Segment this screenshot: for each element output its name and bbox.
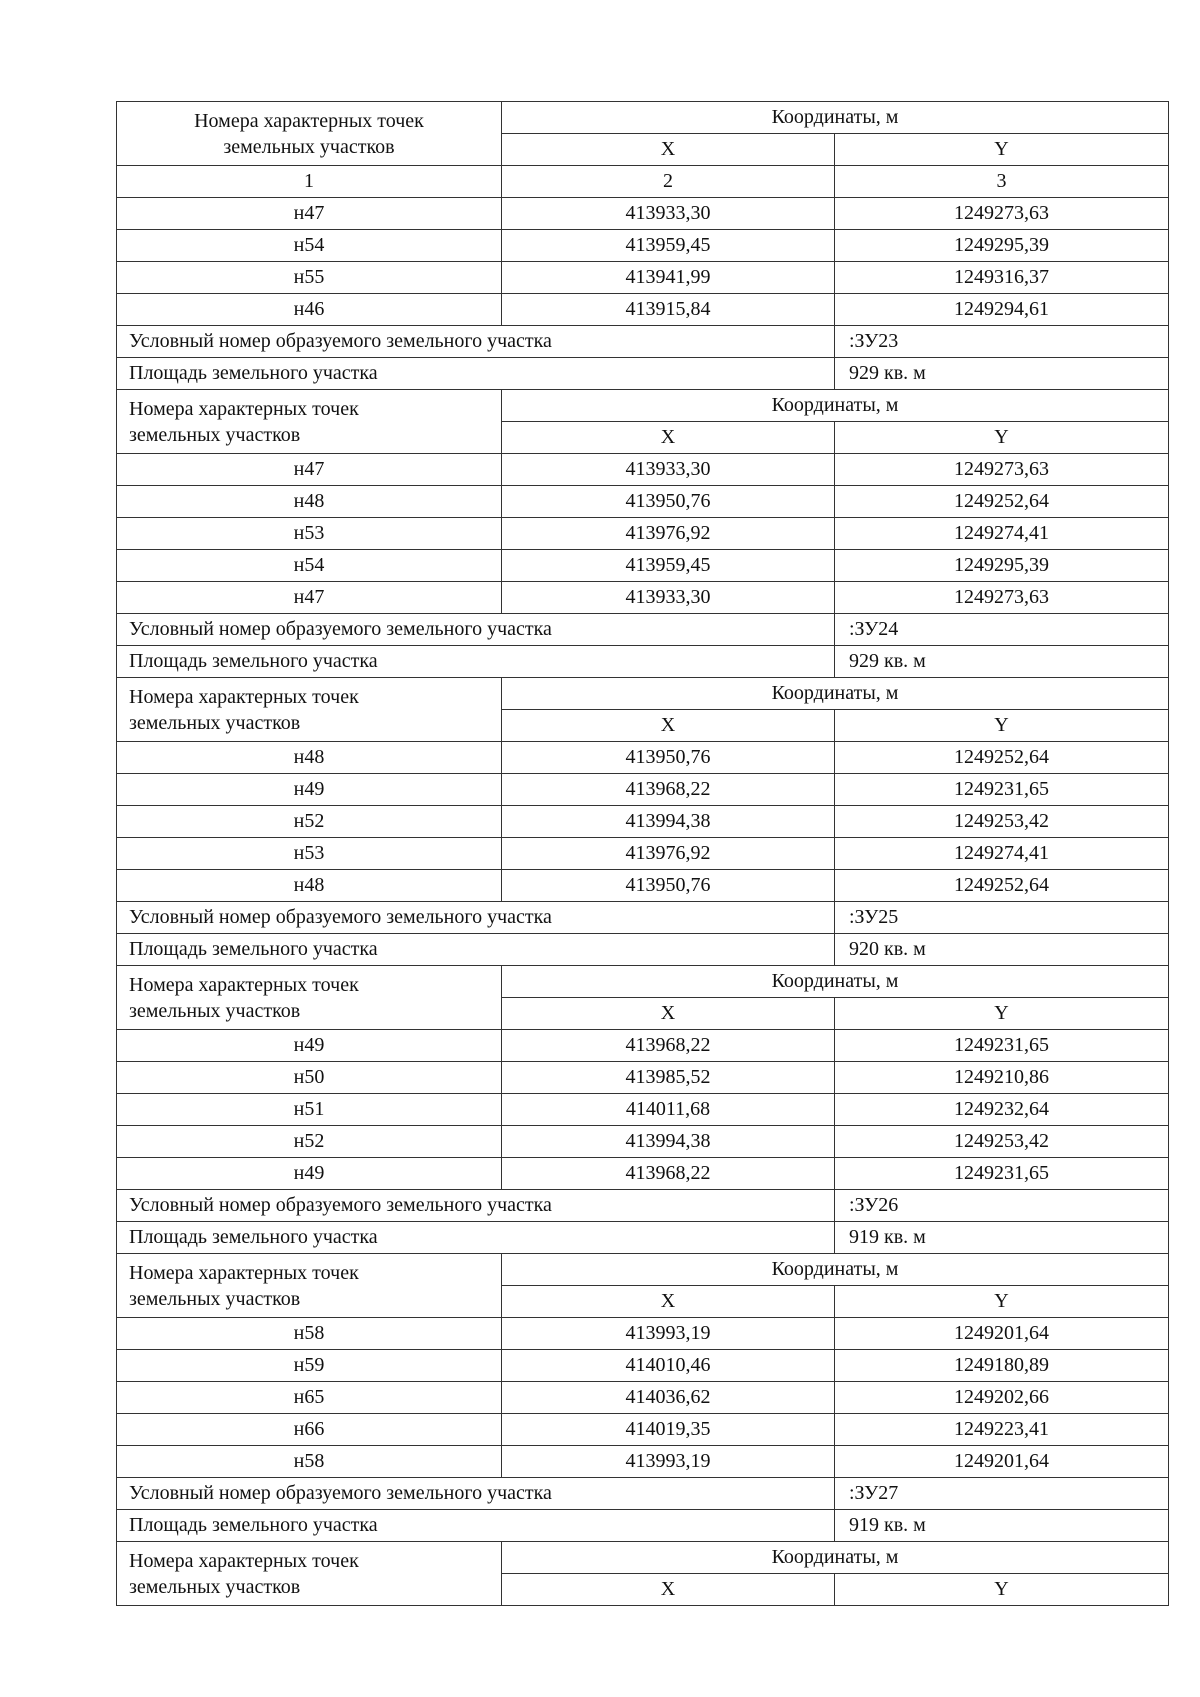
point-id: н48 bbox=[117, 870, 502, 902]
conditional-number-label: Условный номер образуемого земельного участка bbox=[117, 1478, 835, 1510]
x-value: 413959,45 bbox=[502, 550, 835, 582]
point-id: н47 bbox=[117, 198, 502, 230]
points-header-line1: Номера характерных точек bbox=[129, 1261, 359, 1284]
area-row bbox=[117, 1510, 1169, 1542]
conditional-number-label: Условный номер образуемого земельного участка bbox=[117, 902, 835, 934]
points-header bbox=[117, 390, 502, 454]
y-value: 1249252,64 bbox=[835, 870, 1169, 902]
x-value: 413976,92 bbox=[502, 518, 835, 550]
conditional-number-row bbox=[117, 902, 1169, 934]
y-value: 1249273,63 bbox=[835, 582, 1169, 614]
x-value: 413968,22 bbox=[502, 1030, 835, 1062]
y-value: 1249295,39 bbox=[835, 230, 1169, 262]
conditional-number-label: Условный номер образуемого земельного участка bbox=[117, 1190, 835, 1222]
points-header-line1: Номера характерных точек bbox=[129, 685, 359, 708]
x-header: X bbox=[502, 1286, 835, 1318]
table-row bbox=[117, 486, 1169, 518]
y-value: 1249201,64 bbox=[835, 1446, 1169, 1478]
y-value: 1249180,89 bbox=[835, 1350, 1169, 1382]
table-header-row bbox=[117, 390, 1169, 422]
x-value: 413994,38 bbox=[502, 1126, 835, 1158]
point-id: н53 bbox=[117, 838, 502, 870]
y-value: 1249273,63 bbox=[835, 454, 1169, 486]
x-value: 413993,19 bbox=[502, 1318, 835, 1350]
table-header-row bbox=[117, 102, 1169, 134]
y-value: 1249295,39 bbox=[835, 550, 1169, 582]
table-header-row bbox=[117, 678, 1169, 710]
x-value: 413915,84 bbox=[502, 294, 835, 326]
y-value: 1249252,64 bbox=[835, 486, 1169, 518]
y-header: Y bbox=[835, 1286, 1169, 1318]
x-header: X bbox=[502, 1574, 835, 1606]
area-label: Площадь земельного участка bbox=[117, 1510, 835, 1542]
area-label: Площадь земельного участка bbox=[117, 934, 835, 966]
y-header: Y bbox=[835, 998, 1169, 1030]
area-row bbox=[117, 358, 1169, 390]
points-header bbox=[117, 678, 502, 742]
table-row bbox=[117, 1318, 1169, 1350]
table-row bbox=[117, 582, 1169, 614]
conditional-number-value: :ЗУ25 bbox=[835, 902, 1169, 934]
point-id: н49 bbox=[117, 774, 502, 806]
y-header: Y bbox=[835, 134, 1169, 166]
y-value: 1249231,65 bbox=[835, 1030, 1169, 1062]
x-value: 413968,22 bbox=[502, 1158, 835, 1190]
coords-header: Координаты, м bbox=[502, 102, 1169, 134]
table-row bbox=[117, 198, 1169, 230]
conditional-number-value: :ЗУ26 bbox=[835, 1190, 1169, 1222]
table-row bbox=[117, 1094, 1169, 1126]
conditional-number-label: Условный номер образуемого земельного участка bbox=[117, 614, 835, 646]
conditional-number-value: :ЗУ24 bbox=[835, 614, 1169, 646]
table-row bbox=[117, 870, 1169, 902]
y-value: 1249253,42 bbox=[835, 806, 1169, 838]
column-number-1: 1 bbox=[117, 166, 502, 198]
point-id: н54 bbox=[117, 550, 502, 582]
points-header-line1: Номера характерных точек bbox=[129, 1549, 359, 1572]
area-row bbox=[117, 934, 1169, 966]
x-value: 413933,30 bbox=[502, 454, 835, 486]
points-header-line2: земельных участков bbox=[129, 1287, 301, 1310]
y-value: 1249201,64 bbox=[835, 1318, 1169, 1350]
area-value: 920 кв. м bbox=[835, 934, 1169, 966]
points-header-line1: Номера характерных точек bbox=[194, 109, 424, 132]
points-header-line2: земельных участков bbox=[129, 423, 301, 446]
x-value: 413985,52 bbox=[502, 1062, 835, 1094]
y-value: 1249316,37 bbox=[835, 262, 1169, 294]
x-value: 413950,76 bbox=[502, 742, 835, 774]
y-value: 1249274,41 bbox=[835, 518, 1169, 550]
points-header bbox=[117, 1542, 502, 1606]
x-value: 414010,46 bbox=[502, 1350, 835, 1382]
x-value: 413933,30 bbox=[502, 198, 835, 230]
x-value: 413941,99 bbox=[502, 262, 835, 294]
y-value: 1249231,65 bbox=[835, 1158, 1169, 1190]
table-row bbox=[117, 1382, 1169, 1414]
conditional-number-row bbox=[117, 614, 1169, 646]
y-value: 1249273,63 bbox=[835, 198, 1169, 230]
x-value: 413950,76 bbox=[502, 486, 835, 518]
x-header: X bbox=[502, 422, 835, 454]
point-id: н52 bbox=[117, 1126, 502, 1158]
column-numbers-row bbox=[117, 166, 1169, 198]
coords-header: Координаты, м bbox=[502, 678, 1169, 710]
x-value: 414019,35 bbox=[502, 1414, 835, 1446]
y-value: 1249210,86 bbox=[835, 1062, 1169, 1094]
point-id: н51 bbox=[117, 1094, 502, 1126]
points-header-line1: Номера характерных точек bbox=[129, 973, 359, 996]
conditional-number-value: :ЗУ23 bbox=[835, 326, 1169, 358]
table-row bbox=[117, 1126, 1169, 1158]
points-header bbox=[117, 102, 502, 166]
x-value: 414036,62 bbox=[502, 1382, 835, 1414]
table-row bbox=[117, 230, 1169, 262]
table-row bbox=[117, 774, 1169, 806]
coords-header: Координаты, м bbox=[502, 966, 1169, 998]
point-id: н48 bbox=[117, 486, 502, 518]
x-value: 413959,45 bbox=[502, 230, 835, 262]
points-header-line2: земельных участков bbox=[129, 1575, 301, 1598]
point-id: н54 bbox=[117, 230, 502, 262]
x-value: 414011,68 bbox=[502, 1094, 835, 1126]
y-value: 1249294,61 bbox=[835, 294, 1169, 326]
y-value: 1249252,64 bbox=[835, 742, 1169, 774]
x-value: 413968,22 bbox=[502, 774, 835, 806]
points-header-line2: земельных участков bbox=[223, 135, 395, 158]
table-row bbox=[117, 518, 1169, 550]
coordinates-table-body bbox=[117, 102, 1169, 1606]
y-value: 1249274,41 bbox=[835, 838, 1169, 870]
area-label: Площадь земельного участка bbox=[117, 646, 835, 678]
table-row bbox=[117, 1158, 1169, 1190]
table-row bbox=[117, 294, 1169, 326]
table-row bbox=[117, 1030, 1169, 1062]
table-row bbox=[117, 742, 1169, 774]
points-header-line1: Номера характерных точек bbox=[129, 397, 359, 420]
y-value: 1249232,64 bbox=[835, 1094, 1169, 1126]
conditional-number-label: Условный номер образуемого земельного участка bbox=[117, 326, 835, 358]
table-header-row bbox=[117, 1254, 1169, 1286]
point-id: н66 bbox=[117, 1414, 502, 1446]
y-header: Y bbox=[835, 1574, 1169, 1606]
area-value: 929 кв. м bbox=[835, 646, 1169, 678]
point-id: н58 bbox=[117, 1318, 502, 1350]
y-header: Y bbox=[835, 710, 1169, 742]
area-value: 929 кв. м bbox=[835, 358, 1169, 390]
point-id: н49 bbox=[117, 1158, 502, 1190]
x-value: 413994,38 bbox=[502, 806, 835, 838]
point-id: н55 bbox=[117, 262, 502, 294]
point-id: н59 bbox=[117, 1350, 502, 1382]
coords-header: Координаты, м bbox=[502, 390, 1169, 422]
column-number-2: 2 bbox=[502, 166, 835, 198]
points-header-line2: земельных участков bbox=[129, 999, 301, 1022]
point-id: н46 bbox=[117, 294, 502, 326]
table-header-row bbox=[117, 1542, 1169, 1574]
area-row bbox=[117, 646, 1169, 678]
points-header bbox=[117, 966, 502, 1030]
y-value: 1249253,42 bbox=[835, 1126, 1169, 1158]
x-value: 413950,76 bbox=[502, 870, 835, 902]
conditional-number-row bbox=[117, 1190, 1169, 1222]
point-id: н48 bbox=[117, 742, 502, 774]
conditional-number-row bbox=[117, 326, 1169, 358]
table-row bbox=[117, 838, 1169, 870]
coords-header: Координаты, м bbox=[502, 1254, 1169, 1286]
point-id: н47 bbox=[117, 582, 502, 614]
area-label: Площадь земельного участка bbox=[117, 1222, 835, 1254]
y-header: Y bbox=[835, 422, 1169, 454]
point-id: н49 bbox=[117, 1030, 502, 1062]
table-header-row bbox=[117, 966, 1169, 998]
area-label: Площадь земельного участка bbox=[117, 358, 835, 390]
table-row bbox=[117, 1446, 1169, 1478]
x-value: 413976,92 bbox=[502, 838, 835, 870]
points-header-line2: земельных участков bbox=[129, 711, 301, 734]
table-row bbox=[117, 262, 1169, 294]
conditional-number-value: :ЗУ27 bbox=[835, 1478, 1169, 1510]
points-header bbox=[117, 1254, 502, 1318]
point-id: н47 bbox=[117, 454, 502, 486]
area-value: 919 кв. м bbox=[835, 1510, 1169, 1542]
point-id: н52 bbox=[117, 806, 502, 838]
point-id: н50 bbox=[117, 1062, 502, 1094]
coordinates-table bbox=[116, 101, 1169, 1606]
coords-header: Координаты, м bbox=[502, 1542, 1169, 1574]
y-value: 1249202,66 bbox=[835, 1382, 1169, 1414]
table-row bbox=[117, 1062, 1169, 1094]
y-value: 1249231,65 bbox=[835, 774, 1169, 806]
table-row bbox=[117, 550, 1169, 582]
table-row bbox=[117, 454, 1169, 486]
x-value: 413993,19 bbox=[502, 1446, 835, 1478]
y-value: 1249223,41 bbox=[835, 1414, 1169, 1446]
table-row bbox=[117, 1350, 1169, 1382]
point-id: н53 bbox=[117, 518, 502, 550]
point-id: н58 bbox=[117, 1446, 502, 1478]
x-header: X bbox=[502, 998, 835, 1030]
column-number-3: 3 bbox=[835, 166, 1169, 198]
table-row bbox=[117, 806, 1169, 838]
x-header: X bbox=[502, 134, 835, 166]
table-row bbox=[117, 1414, 1169, 1446]
x-header: X bbox=[502, 710, 835, 742]
area-row bbox=[117, 1222, 1169, 1254]
point-id: н65 bbox=[117, 1382, 502, 1414]
x-value: 413933,30 bbox=[502, 582, 835, 614]
conditional-number-row bbox=[117, 1478, 1169, 1510]
area-value: 919 кв. м bbox=[835, 1222, 1169, 1254]
